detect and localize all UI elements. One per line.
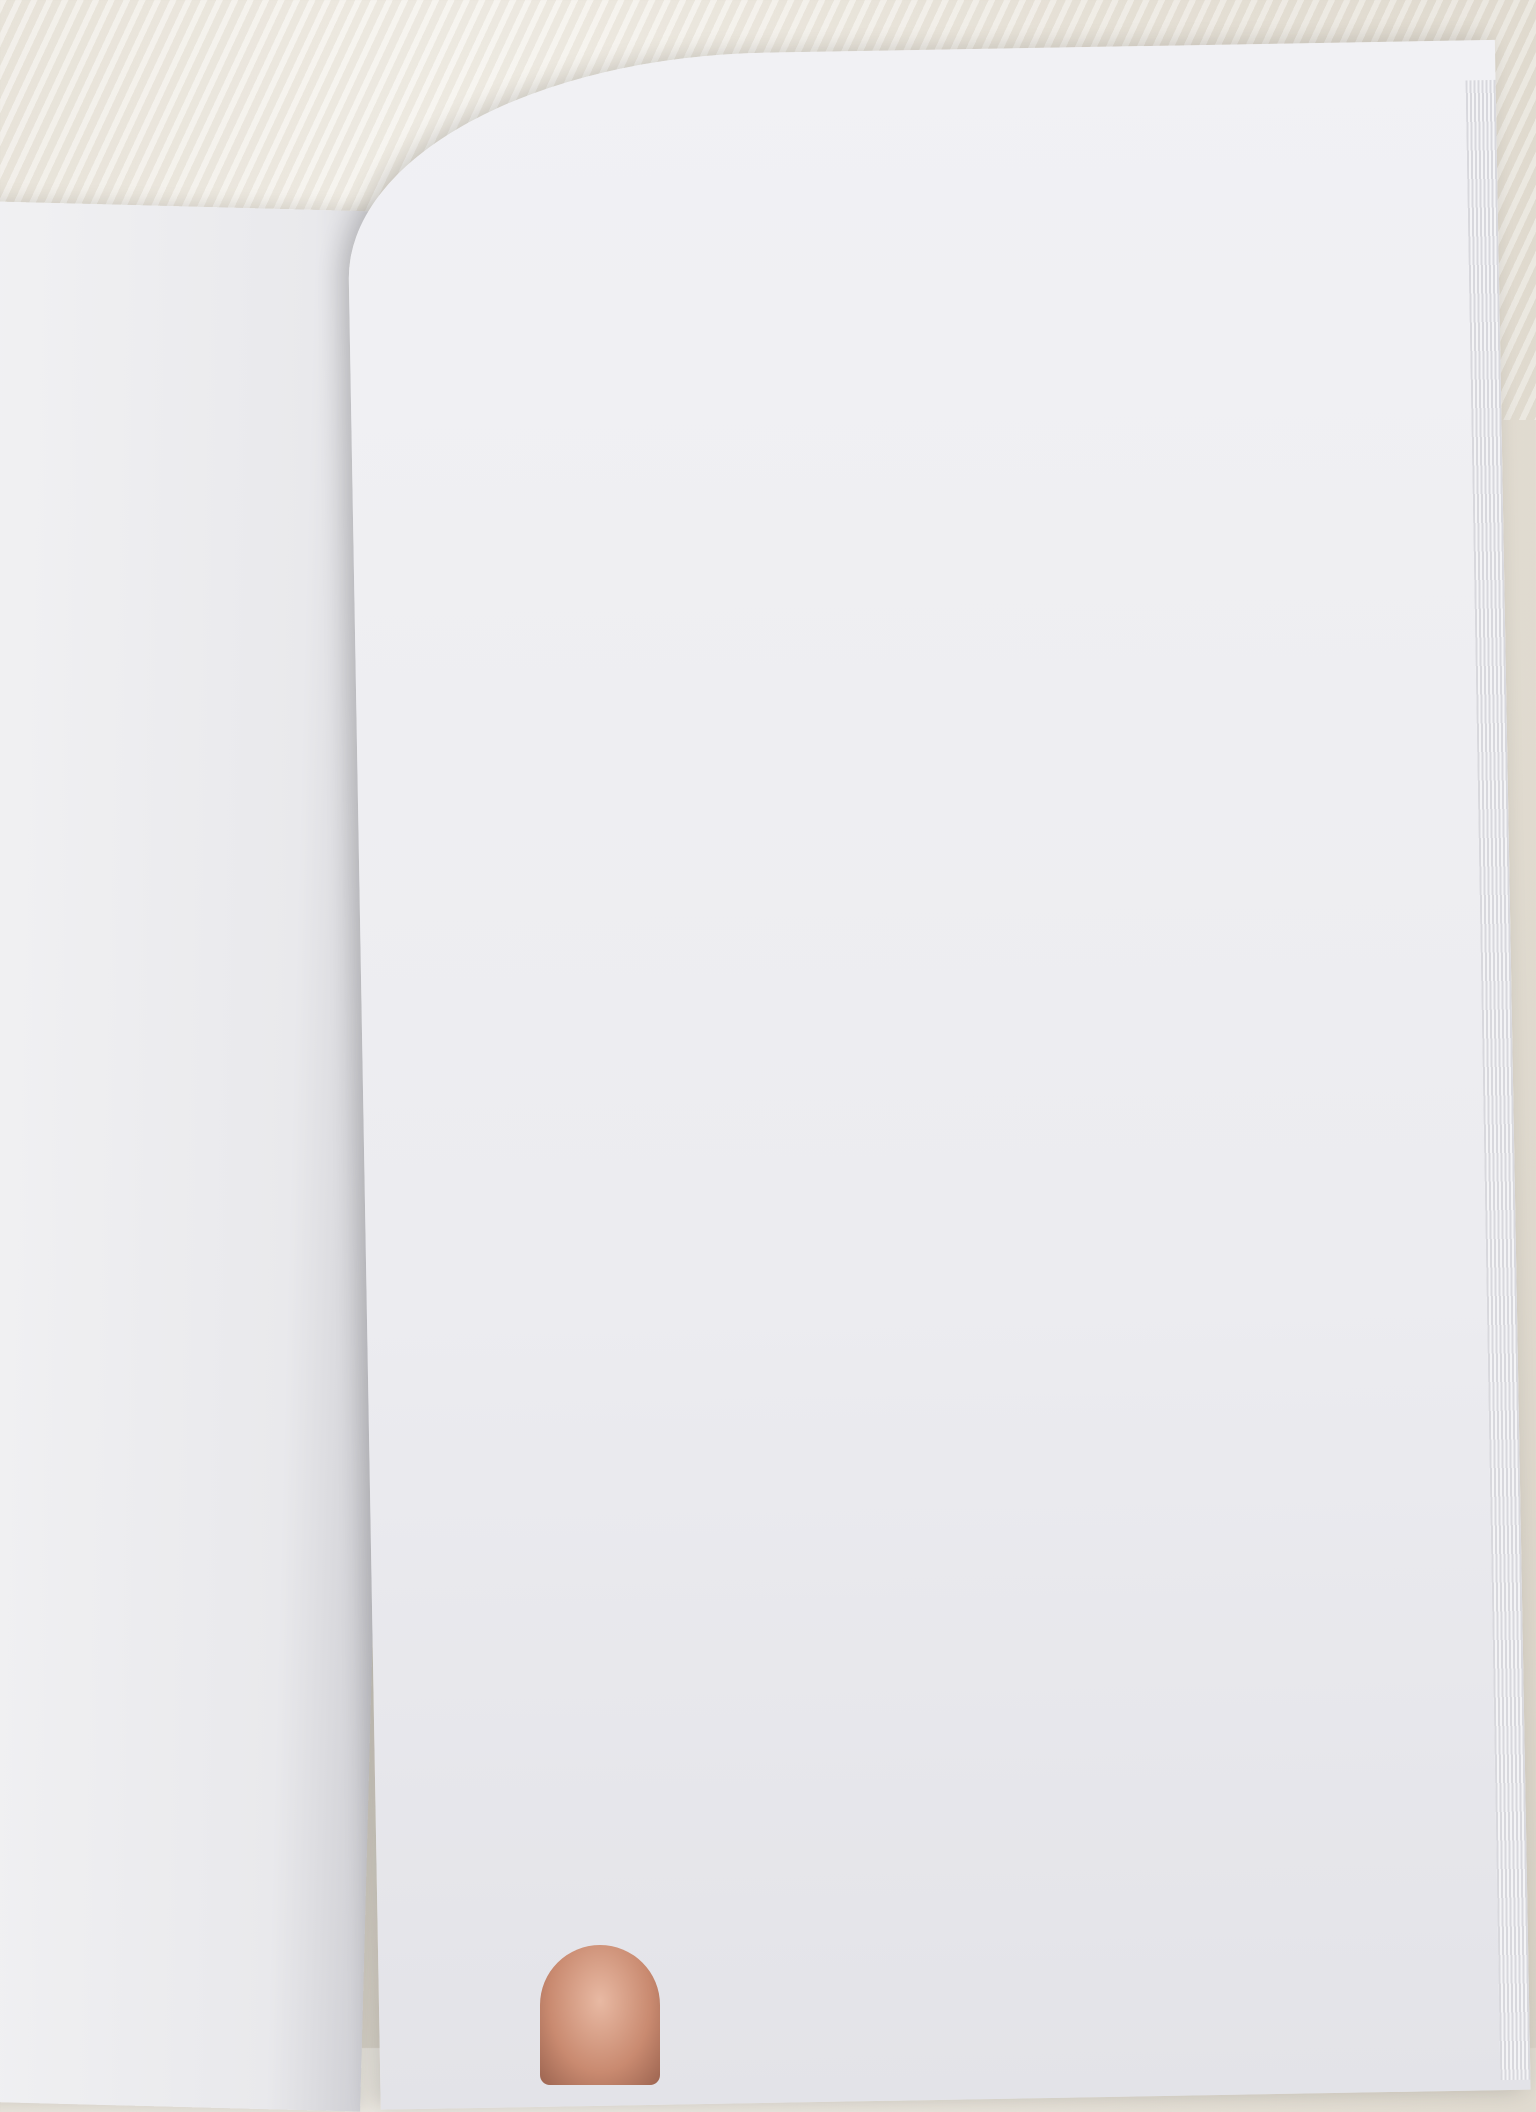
plant-entries (387, 722, 1387, 739)
running-header (756, 97, 1436, 191)
right-page (345, 40, 1531, 2110)
left-page-text (0, 352, 391, 362)
left-page (0, 200, 410, 2112)
running-title (1398, 100, 1401, 135)
ornament-icon (1412, 103, 1415, 133)
section-title-line-1 (454, 227, 1084, 338)
page-edge (1466, 80, 1531, 2080)
page-number (1434, 97, 1437, 132)
section-title (454, 227, 1084, 338)
thumb (540, 1945, 660, 2085)
page-content (386, 121, 1436, 139)
intro-paragraph (372, 340, 1362, 479)
section-title-line-2 (454, 227, 1084, 338)
